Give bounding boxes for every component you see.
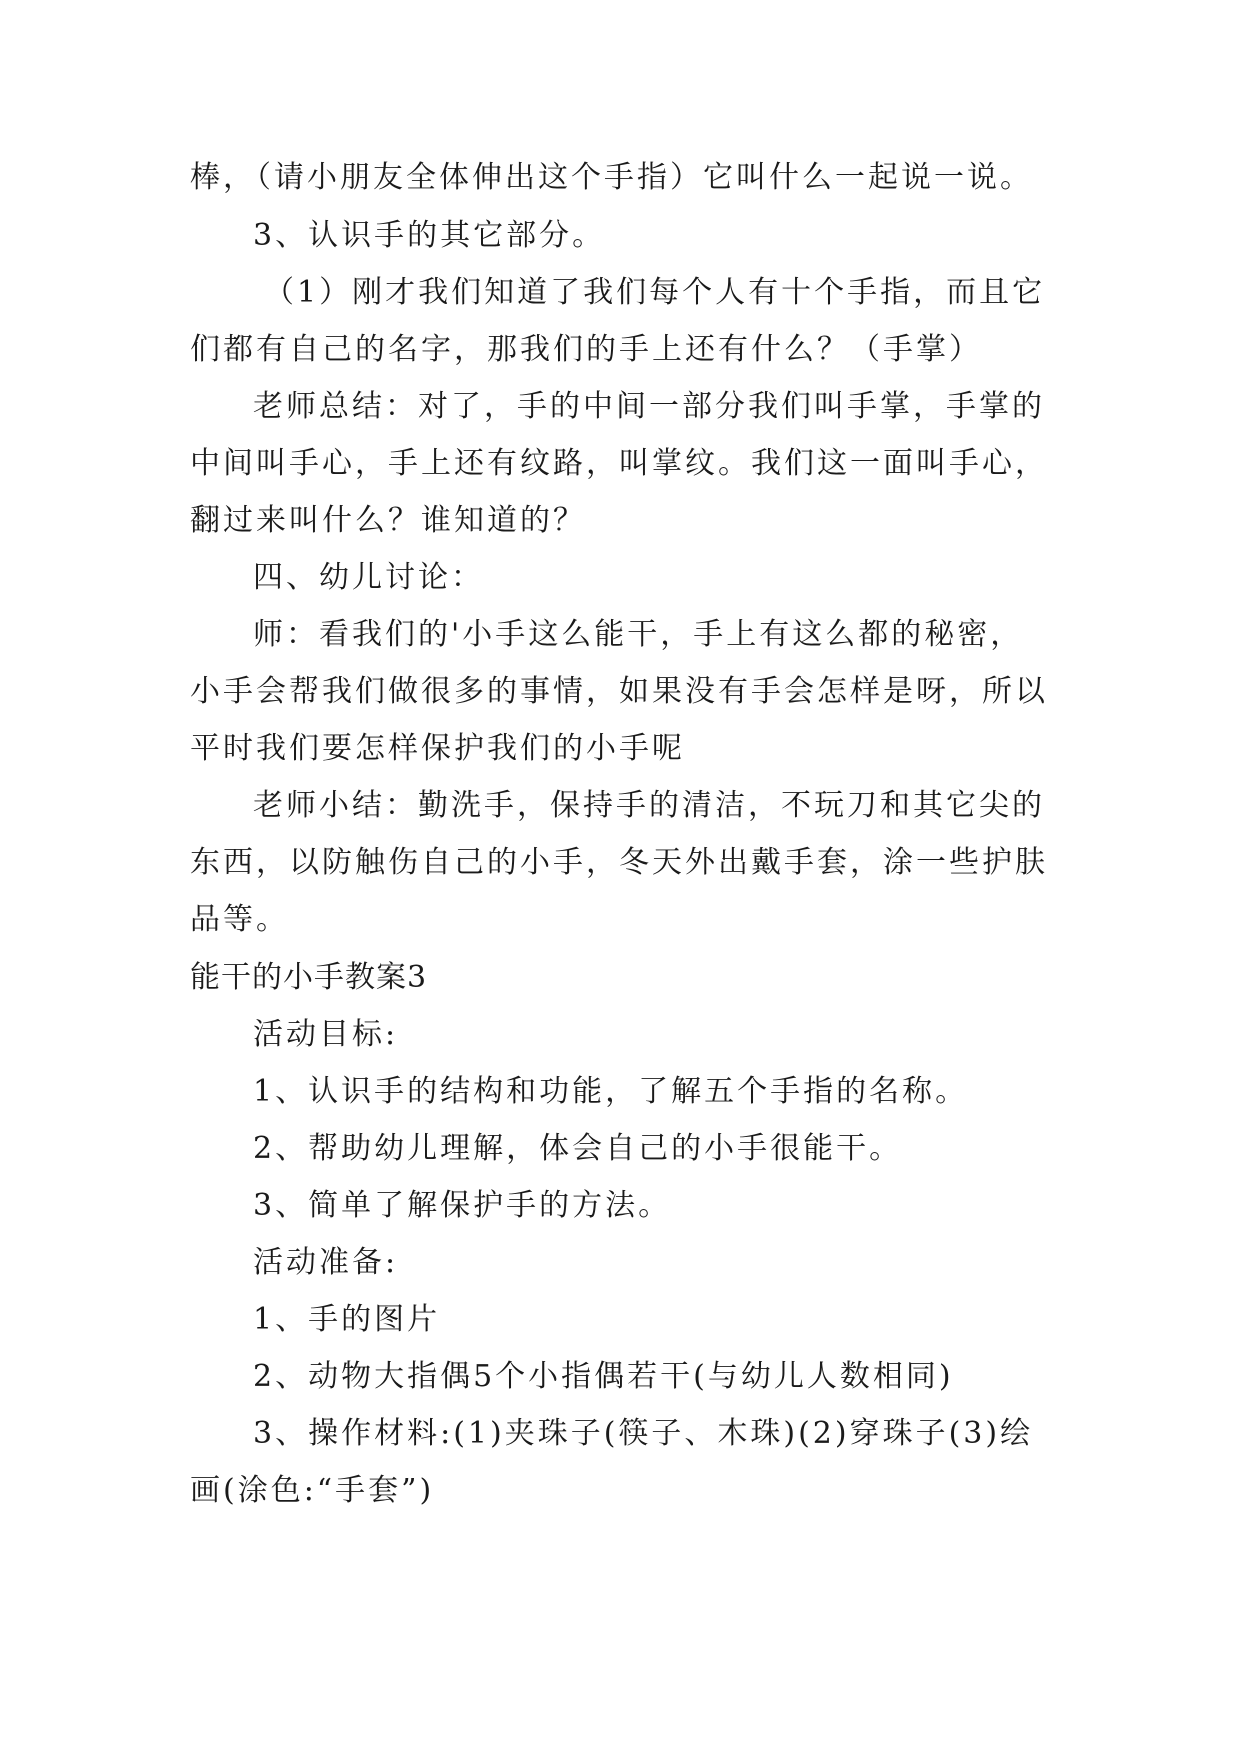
text-line: 师：看我们的'小手这么能干，手上有这么都的秘密，: [253, 617, 1024, 652]
text-line: 中间叫手心，手上还有纹路，叫掌纹。我们这一面叫手心，: [190, 446, 1048, 481]
text-line: 们都有自己的名字，那我们的手上还有什么？（手掌）: [190, 332, 982, 367]
list-item: 1、手的图片: [253, 1302, 441, 1337]
text-line: 品等。: [190, 902, 289, 937]
text-line: （1）刚才我们知道了我们每个人有十个手指，而且它: [264, 275, 1046, 310]
list-item: 3、操作材料:(1)夹珠子(筷子、木珠)(2)穿珠子(3)绘: [253, 1416, 1034, 1451]
list-item: 3、简单了解保护手的方法。: [253, 1188, 672, 1223]
text-line: 棒，（请小朋友全体伸出这个手指）它叫什么一起说一说。: [190, 160, 1033, 195]
section-heading: 四、幼儿讨论：: [253, 560, 484, 595]
list-item: 2、动物大指偶5个小指偶若干(与幼儿人数相同): [253, 1359, 954, 1394]
text-line: 老师小结：勤洗手，保持手的清洁，不玩刀和其它尖的: [253, 788, 1045, 823]
text-line: 小手会帮我们做很多的事情，如果没有手会怎样是呀，所以: [190, 674, 1048, 709]
section-heading: 活动目标:: [253, 1017, 399, 1052]
list-item: 2、帮助幼儿理解，体会自己的小手很能干。: [253, 1131, 903, 1166]
text-line: 东西，以防触伤自己的小手，冬天外出戴手套，涂一些护肤: [190, 845, 1048, 880]
section-heading: 活动准备:: [253, 1245, 399, 1280]
text-line: 翻过来叫什么？谁知道的？: [190, 503, 586, 538]
text-line: 画(涂色:“手套”): [190, 1473, 435, 1508]
text-line: 平时我们要怎样保护我们的小手呢: [190, 731, 685, 766]
list-item: 1、认识手的结构和功能，了解五个手指的名称。: [253, 1074, 969, 1109]
text-line: 老师总结：对了，手的中间一部分我们叫手掌，手掌的: [253, 389, 1045, 424]
text-line: 3、认识手的其它部分。: [253, 218, 606, 253]
lesson-title: 能干的小手教案3: [190, 960, 428, 995]
